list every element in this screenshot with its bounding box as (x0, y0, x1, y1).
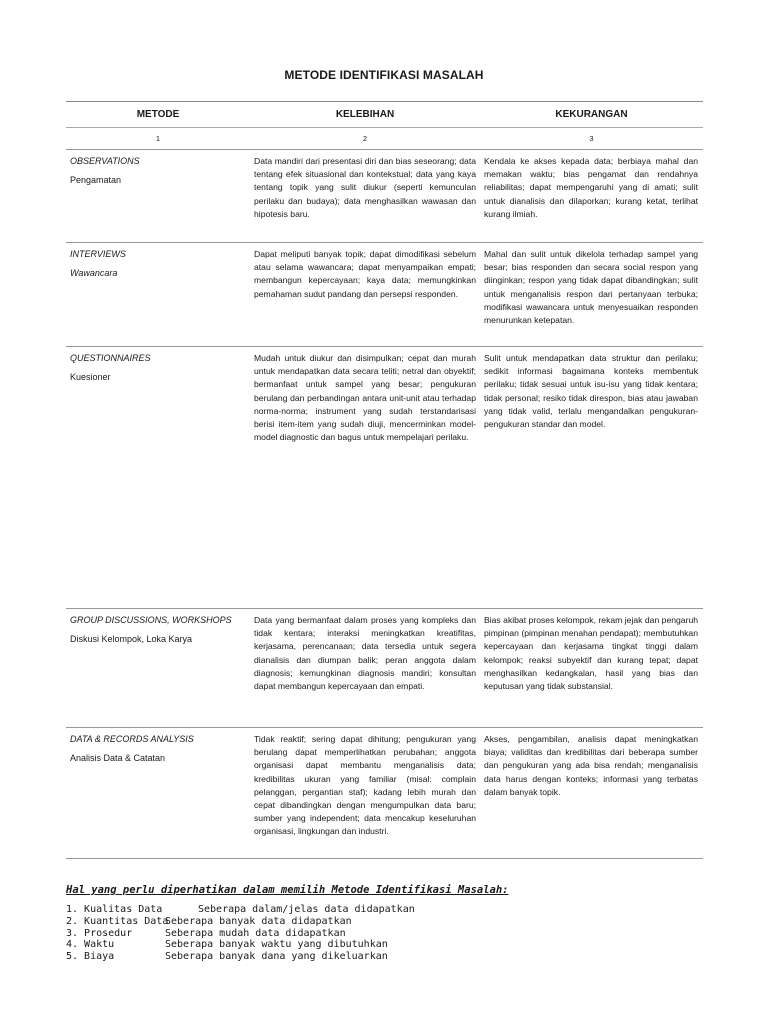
method-name-id: Wawancara (70, 268, 118, 278)
criterion-label: 2. Kuantitas Data (66, 915, 169, 927)
method-cell (66, 347, 250, 608)
list-item (66, 939, 706, 951)
page-title: METODE IDENTIFIKASI MASALAH (284, 68, 484, 82)
kekurangan-cell: Akses, pengambilan, analisis dapat meningkatkan biaya; validitas dan kredibilitas dari beberapa sumber dan pengukuran yang ada bisa rendah; menganalisis data harus dengan konteks; informasi yang terbatas dalam banyak topik. (484, 734, 698, 797)
kelebihan-cell: Mudah untuk diukur dan disimpulkan; cepat dan murah untuk mendapatkan data secara teliti; netral dan obyektif; bermanfaat untuk sampel yang besar; pengukuran berulang dan perbandingan antara unit-unit atau terhadap norma-norma; instrument yang sudah terstandarisasi berisi item-item yang sudah diuji, mencerminkan model-model diagnostic dan bagus untuk mempelajari perilaku. (254, 353, 476, 443)
kelebihan-cell: Dapat meliputi banyak topik; dapat dimodifikasi sebelum atau selama wawancara; dapat menyampaikan empati; membangun kepercayaan; kaya data; memungkinkan pemahaman sudut pandang dan persepsi responden. (254, 249, 476, 299)
criterion-description: Seberapa banyak waktu yang dibutuhkan (165, 939, 388, 951)
kelebihan-cell: Tidak reaktif; sering dapat dihitung; pengukuran yang berulang dapat memperlihatkan perubahan; anggota organisasi dapat membantu menganalisis data; kredibilitas ukuran yang familiar (misal: complain pelanggan, pergantian staf); kadang lebih murah dan cepat dibandingkan dengan mengumpulkan data baru; sumber yang independent; data mencakup keseluruhan organisasi, lingkungan dan industri. (254, 734, 476, 837)
kekurangan-cell: Kendala ke akses kepada data; berbiaya mahal dan memakan waktu; bias pengamat dan rendahnya reliabilitas; dapat mempengaruhi yang di amati; sulit untuk dianalisis dan dilaporkan; kurang ketat, terlihat kurang ilmiah. (484, 156, 698, 219)
kekurangan-cell: Mahal dan sulit untuk dikelola terhadap sampel yang besar; bias responden dan secara social respon yang diinginkan; respon yang tidak dapat dibandingkan; sulit untuk menganalisis respon dari pertanyaan terbuka; modifikasi wawancara untuk menyesuaikan responden menurunkan ketepatan. (484, 249, 698, 326)
column-number: 2 (362, 134, 368, 143)
criterion-description: Seberapa banyak dana yang dikeluarkan (165, 951, 388, 963)
method-name-en: QUESTIONNAIRES (70, 353, 151, 363)
header-metode: METODE (136, 109, 180, 120)
kelebihan-cell: Data mandiri dari presentasi diri dan bias seseorang; data tentang efek situasional dan kontekstual; data yang kaya tentang topik yang sulit diukur (seperti kemunculan perilaku dan budaya); data menghasilkan wawasan dan hipotesis baru. (254, 156, 476, 219)
table-row (66, 243, 703, 347)
method-name-en: OBSERVATIONS (70, 156, 140, 166)
header-kekurangan: KEKURANGAN (555, 109, 628, 120)
method-cell (66, 243, 250, 346)
criterion-description: Seberapa mudah data didapatkan (165, 927, 346, 939)
criterion-label: 1. Kualitas Data (66, 904, 163, 915)
list-item (66, 916, 706, 928)
header-kelebihan: KELEBIHAN (335, 109, 395, 120)
list-item (66, 928, 706, 940)
method-name-id: Pengamatan (70, 175, 122, 185)
table-row (66, 150, 703, 243)
table-header-row (66, 102, 703, 128)
criterion-label: 5. Biaya (66, 951, 115, 963)
column-number: 3 (589, 134, 594, 143)
notes-title: Hal yang perlu diperhatikan dalam memilih Metode Identifikasi Masalah: (66, 884, 509, 896)
method-cell (66, 609, 250, 727)
list-item (66, 951, 706, 963)
kekurangan-cell: Bias akibat proses kelompok, rekam jejak dan pengaruh pimpinan (pimpinan menahan pendapat); membutuhkan kepercayaan dan kerjasama tingkat tinggi dalam kelompok; reaksi subyektif dan kurang tepat; dapat menghasilkan kedangkalan, hasil yang bias dan keputusan yang tidak substansial. (484, 615, 698, 692)
method-name-en: DATA & RECORDS ANALYSIS (70, 734, 194, 744)
method-cell (66, 150, 250, 242)
method-name-id: Analisis Data & Catatan (70, 753, 166, 763)
notes-list (66, 904, 706, 963)
method-name-en: INTERVIEWS (70, 249, 126, 259)
criterion-label: 3. Prosedur (66, 927, 133, 939)
table-row (66, 609, 703, 728)
method-name-en: GROUP DISCUSSIONS, WORKSHOPS (70, 615, 232, 625)
table-row (66, 728, 703, 859)
criterion-description: Seberapa banyak data didapatkan (165, 915, 352, 927)
criterion-description: Seberapa dalam/jelas data didapatkan (198, 904, 415, 915)
method-name-id: Diskusi Kelompok, Loka Karya (70, 634, 193, 644)
table-row (66, 347, 703, 609)
method-cell (66, 728, 250, 858)
table-number-row (66, 128, 703, 150)
kekurangan-cell: Sulit untuk mendapatkan data struktur dan perilaku; sedikit informasi bagaimana konteks membentuk perilaku; tidak sesuai untuk isu-isu yang tidak kentara; tidak personal; resiko tidak direspon, bias atau jawaban yang tidak valid, terlalu mengandalkan pengukuran-pengukuran standar dan model. (484, 353, 698, 430)
methods-table (66, 101, 703, 859)
notes-section (66, 884, 706, 963)
list-item (66, 904, 706, 916)
criterion-label: 4. Waktu (66, 939, 115, 951)
column-number: 1 (155, 134, 161, 143)
kelebihan-cell: Data yang bermanfaat dalam proses yang kompleks dan tidak kentara; interaksi meningkatkan kreatifitas, kerjasama, perencanaan; data tersedia untuk segera dianalisis dan diumpan balik; peran anggota dalam diagnosis; kemungkinan diagnosis mandiri; konsultan dapat membangun kepercayaan dan empati. (254, 615, 476, 692)
method-name-id: Kuesioner (70, 372, 111, 382)
